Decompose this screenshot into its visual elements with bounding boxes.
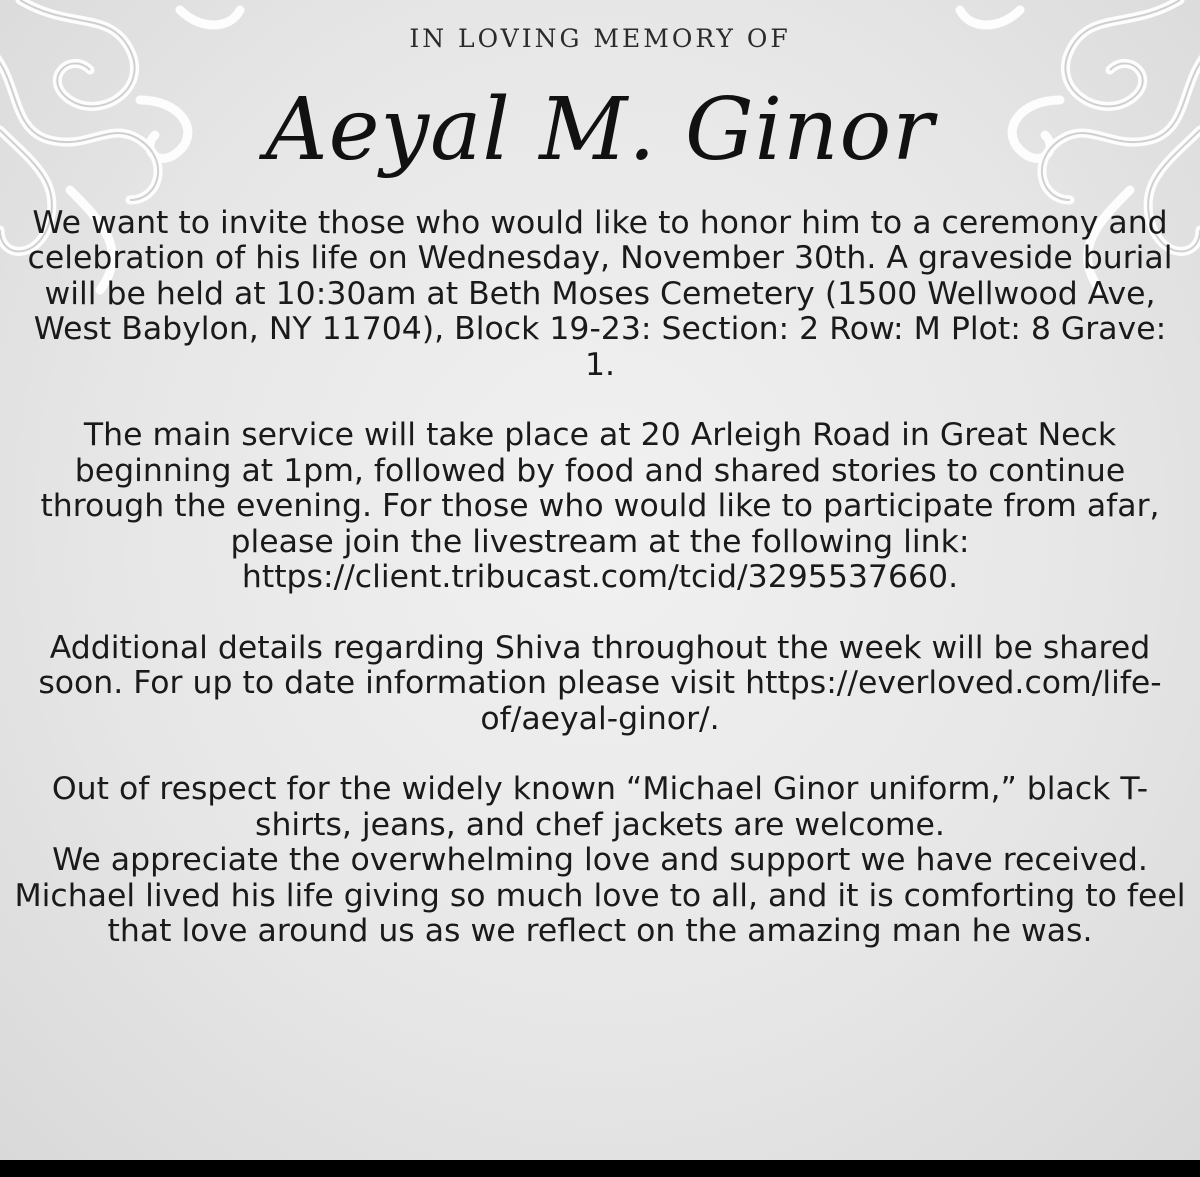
shiva-paragraph: Additional details regarding Shiva throughout the week will be shared soon. For up to date information please visit https://everloved.com/life-of/aeyal-ginor/. [38, 629, 1162, 737]
service-paragraph: The main service will take place at 20 Arleigh Road in Great Neck beginning at 1pm, followed by food and shared stories to continue through the evening. For those who would like to participate from afar, please join the livestream at the following link: https://client.tribucast.com/tcid/3295537660. [40, 417, 1160, 596]
memorial-heading: IN LOVING MEMORY OF [409, 24, 791, 53]
memorial-body [14, 206, 1186, 949]
deceased-name: Aeyal M. Ginor [265, 80, 935, 180]
burial-paragraph: We want to invite those who would like to honor him to a ceremony and celebration of his life on Wednesday, November 30th. A graveside burial will be held at 10:30am at Beth Moses Cemetery (1500 Wellwood Ave, West Babylon, NY 11704), Block 19-23: Section: 2 Row: M Plot: 8 Grave: 1. [27, 205, 1173, 383]
dress-code-paragraph: Out of respect for the widely known “Michael Ginor uniform,” black T-shirts, jeans, and chef jackets are welcome. [51, 771, 1149, 843]
appreciation-paragraph: We appreciate the overwhelming love and support we have received. Michael lived his life giving so much love to all, and it is comforting to feel that love around us as we reflect on the amazing man he was. [14, 842, 1186, 950]
bottom-bar [0, 1160, 1200, 1177]
